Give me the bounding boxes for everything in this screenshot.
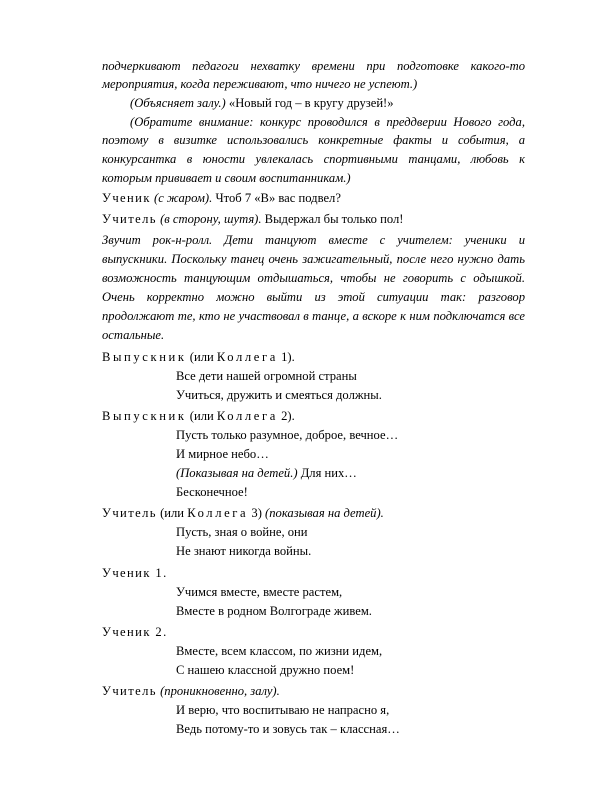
stage-remark: (показывая на детей). xyxy=(265,506,384,520)
paragraph-line: выпускники. Поскольку танец очень зажигательный, после него нужно дать xyxy=(102,252,525,266)
verse-line: Вместе, всем классом, по жизни идем, xyxy=(176,644,383,658)
speaker-name: Выпускник xyxy=(102,409,187,423)
dialogue-line xyxy=(102,211,403,227)
dialogue-text: Выдержал бы только пол! xyxy=(264,212,404,226)
dialogue-line xyxy=(102,190,341,206)
stage-remark: (Объясняет залу.) xyxy=(130,96,226,110)
speaker-note: (или xyxy=(189,409,214,423)
stage-line xyxy=(102,95,394,111)
paragraph-line: мероприятия, когда переживают, что ничего не успеют.) xyxy=(102,77,418,91)
verse-line: Вместе в родном Волгограде живем. xyxy=(176,604,372,618)
paragraph-line: которым прививает и своим воспитанникам.) xyxy=(102,171,351,185)
speaker-name: Ученик 1. xyxy=(102,566,168,580)
verse-line: С нашею классной дружно поем! xyxy=(176,663,355,677)
speaker-name: Ученик 2. xyxy=(102,625,168,639)
verse-line: И мирное небо… xyxy=(176,447,269,461)
verse-line: Учиться, дружить и смеяться должны. xyxy=(176,388,382,402)
paragraph-line: поэтому в визитке использовались конкретные факты и события, а xyxy=(102,133,525,147)
speaker-name: Коллега xyxy=(216,409,278,423)
verse-line: Пусть только разумное, доброе, вечное… xyxy=(176,428,399,442)
speaker-name: Учитель xyxy=(102,212,157,226)
verse-line: Бесконечное! xyxy=(176,485,248,499)
verse-line: И верю, что воспитываю не напрасно я, xyxy=(176,703,390,717)
speaker-note: (или xyxy=(160,506,185,520)
paragraph-line: (Обратите внимание: конкурс проводился в преддверии Нового года, xyxy=(130,115,525,129)
paragraph-line: Звучит рок-н-ролл. Дети танцуют вместе с учителем: ученики и xyxy=(102,233,525,247)
quote-text: «Новый год – в кругу друзей!» xyxy=(228,96,394,110)
speaker-note: (или xyxy=(189,350,214,364)
speaker-line xyxy=(102,408,295,424)
speaker-name: Учитель xyxy=(102,506,157,520)
speaker-line xyxy=(102,505,384,521)
verse-line: Не знают никогда войны. xyxy=(176,544,312,558)
stage-remark: (в сторону, шутя). xyxy=(160,212,262,226)
verse-line xyxy=(176,465,357,481)
verse-line: Пусть, зная о войне, они xyxy=(176,525,308,539)
speaker-note: 2). xyxy=(281,409,295,423)
speaker-name: Ученик xyxy=(102,191,151,205)
speaker-note: 3) xyxy=(251,506,262,520)
speaker-name: Коллега xyxy=(187,506,249,520)
speaker-note: 1). xyxy=(281,350,295,364)
stage-remark: (с жаром). xyxy=(154,191,213,205)
verse-line: Учимся вместе, вместе растем, xyxy=(176,585,343,599)
speaker-name: Выпускник xyxy=(102,350,187,364)
verse-line: Ведь потому-то и зовусь так – классная… xyxy=(176,722,400,736)
verse-line: Все дети нашей огромной страны xyxy=(176,369,357,383)
dialogue-text: Чтоб 7 «В» вас подвел? xyxy=(215,191,341,205)
paragraph-line: остальные. xyxy=(102,328,165,342)
speaker-line xyxy=(102,349,295,365)
speaker-name: Коллега xyxy=(216,350,278,364)
speaker-line xyxy=(102,683,280,699)
stage-remark: (проникновенно, залу). xyxy=(160,684,280,698)
stage-remark: (Показывая на детей.) xyxy=(176,466,298,480)
paragraph-line: конкурсантка в юности увлекалась спортивными танцами, любовь к xyxy=(102,152,525,166)
paragraph-line: возможность танцующим отдышаться, чтобы не говорить с одышкой. xyxy=(102,271,525,285)
paragraph-line: продолжают те, кто не участвовал в танце, а вскоре к ним подключатся все xyxy=(102,309,525,323)
paragraph-line: подчеркивают педагоги нехватку времени при подготовке какого-то xyxy=(102,59,525,73)
verse-text: Для них… xyxy=(300,466,357,480)
speaker-name: Учитель xyxy=(102,684,157,698)
paragraph-line: Очень корректно можно выйти из этой ситуации так: разговор xyxy=(102,290,525,304)
